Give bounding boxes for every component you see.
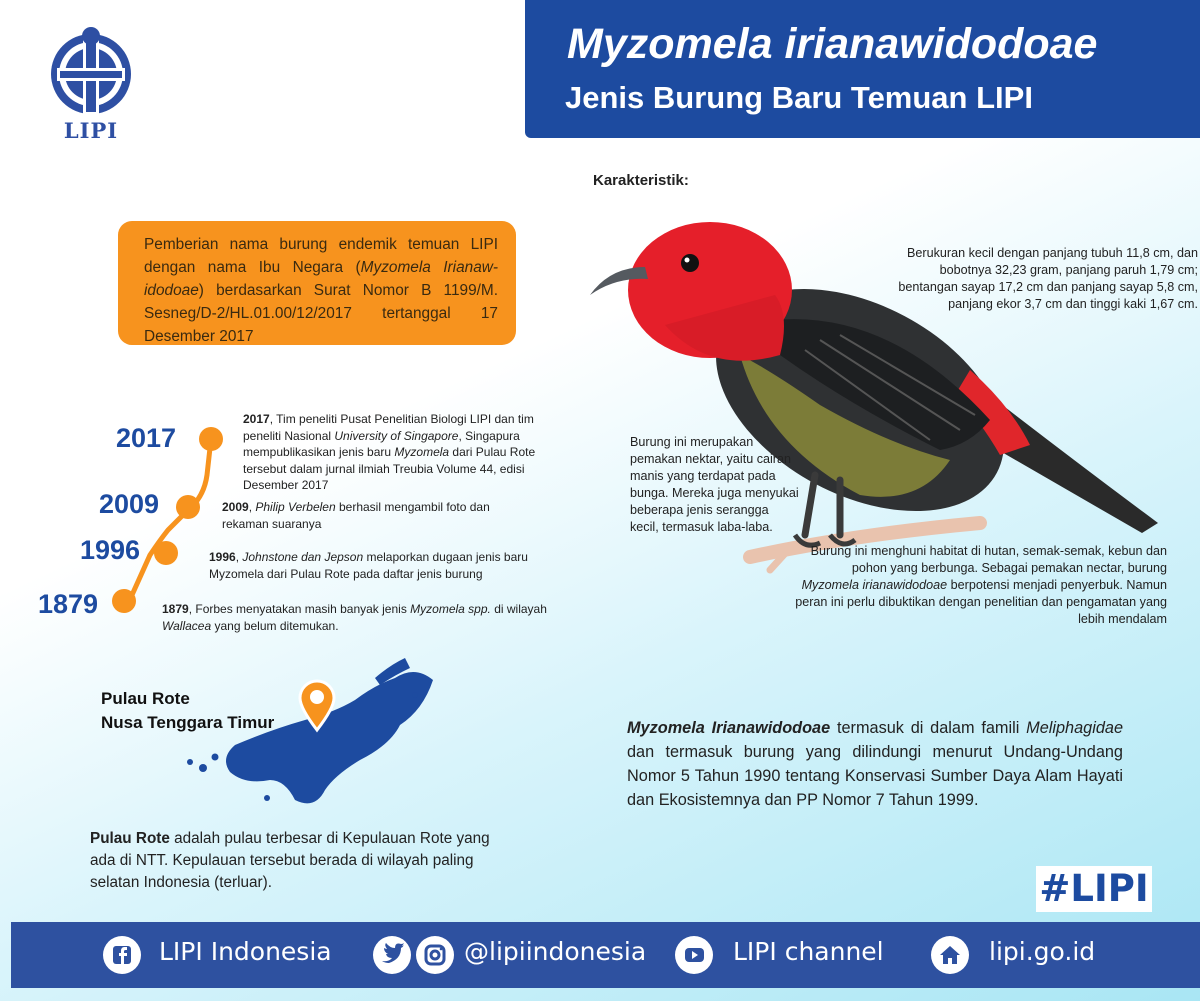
logo-text: LIPI — [63, 118, 119, 143]
twitter-icon[interactable] — [373, 936, 411, 974]
timeline-entry-1879: 1879, Forbes menyatakan masih banyak jenis Myzomela spp. di wilayah Wallacea yang belum ditemukan. — [162, 602, 547, 633]
website-link[interactable]: lipi.go.id — [989, 937, 1096, 966]
lipi-logo — [44, 26, 138, 146]
naming-text-italic: Myzomela Irianaw-idodoae — [144, 259, 498, 299]
footer-bar — [11, 922, 1200, 988]
timeline-entry-2009: 2009, Philip Verbelen berhasil mengambil foto dan rekaman suaranya — [222, 500, 490, 531]
timeline-year-2009: 2009 — [99, 489, 160, 519]
characteristics-heading: Karakteristik: — [593, 172, 689, 189]
family-description: Myzomela Irianawidodoae termasuk di dalam famili Meliphagidae dan termasuk burung yang dilindungi menurut Undang-Undang Nomor 5 Tahun 1990 tentang Konservasi Sumber Daya Alam Hayati dan Ekosistemnya dan PP Nomor 7 Tahun 1999. — [627, 719, 1123, 809]
naming-info-box — [118, 221, 516, 345]
timeline-line — [110, 425, 230, 620]
map-label — [101, 687, 274, 735]
map-label-province: Nusa Tenggara Timur — [101, 713, 275, 732]
page-title: Myzomela irianawidodoae — [567, 20, 1098, 68]
naming-text-1: Pemberian nama burung endemik temuan LIPI dengan nama Ibu Negara ( — [144, 236, 498, 276]
timeline-entry-2017: 2017, Tim peneliti Pusat Penelitian Biologi LIPI dan tim peneliti Nasional University of Singapore, Singapura mempublikasikan jenis baru Myzomela dari Pulau Rote tersebut dalam jurnal ilmiah Treubia Volume 44, edisi Desember 2017 — [243, 412, 536, 492]
instagram-icon[interactable] — [416, 936, 454, 974]
facebook-link[interactable]: LIPI Indonesia — [159, 937, 332, 966]
hashtag-badge: #LIPI — [1036, 866, 1152, 912]
youtube-link[interactable]: LIPI channel — [733, 937, 884, 966]
timeline-entry-1996: 1996, Johnstone dan Jepson melaporkan dugaan jenis baru Myzomela dari Pulau Rote pada daftar jenis burung — [209, 550, 528, 581]
naming-text-2: ) berdasarkan Surat Nomor B 1199/M. Sesneg/D-2/HL.01.00/12/2017 tertanggal 17 Desember 2017 — [144, 282, 498, 345]
home-icon[interactable] — [931, 936, 969, 974]
page-subtitle: Jenis Burung Baru Temuan LIPI — [565, 80, 1033, 115]
rote-description: Pulau Rote adalah pulau terbesar di Kepulauan Rote yang ada di NTT. Kepulauan tersebut berada di wilayah paling selatan Indonesia (terluar). — [90, 830, 490, 891]
timeline-dot-2009 — [176, 495, 200, 519]
timeline-year-1879: 1879 — [38, 589, 99, 619]
facebook-icon[interactable] — [103, 936, 141, 974]
lipi-emblem-icon — [44, 26, 138, 118]
timeline-year-1996: 1996 — [80, 535, 141, 565]
timeline-year-2017: 2017 — [116, 423, 177, 453]
habitat-description: Burung ini menghuni habitat di hutan, semak-semak, kebun dan pohon yang berbunga. Sebagai pemakan nectar, burung Myzomela irianawidodoae berpotensi menjadi penyerbuk. Namun peran ini perlu dibuktikan dengan penelitian dan pengamatan yang lebih mendalam — [795, 544, 1167, 626]
nectar-description: Burung ini merupakan pemakan nektar, yaitu cairan manis yang terdapat pada bunga. Mereka juga menyukai beberapa jenis serangga kecil, termasuk laba-laba. — [630, 435, 799, 534]
youtube-icon[interactable] — [675, 936, 713, 974]
timeline-dot-1996 — [154, 541, 178, 565]
timeline-dot-1879 — [112, 589, 136, 613]
timeline-dot-2017 — [199, 427, 223, 451]
social-handle-link[interactable]: @lipiindonesia — [464, 937, 647, 966]
header-banner — [525, 0, 1200, 138]
map-label-island: Pulau Rote — [101, 689, 190, 708]
size-description: Berukuran kecil dengan panjang tubuh 11,8 cm, dan bobotnya 32,23 gram, panjang paruh 1,79 cm; bentangan sayap 17,2 cm dan panjang sayap 5,8 cm, panjang ekor 3,7 cm dan tinggi kaki 1,67 cm. — [898, 246, 1198, 311]
